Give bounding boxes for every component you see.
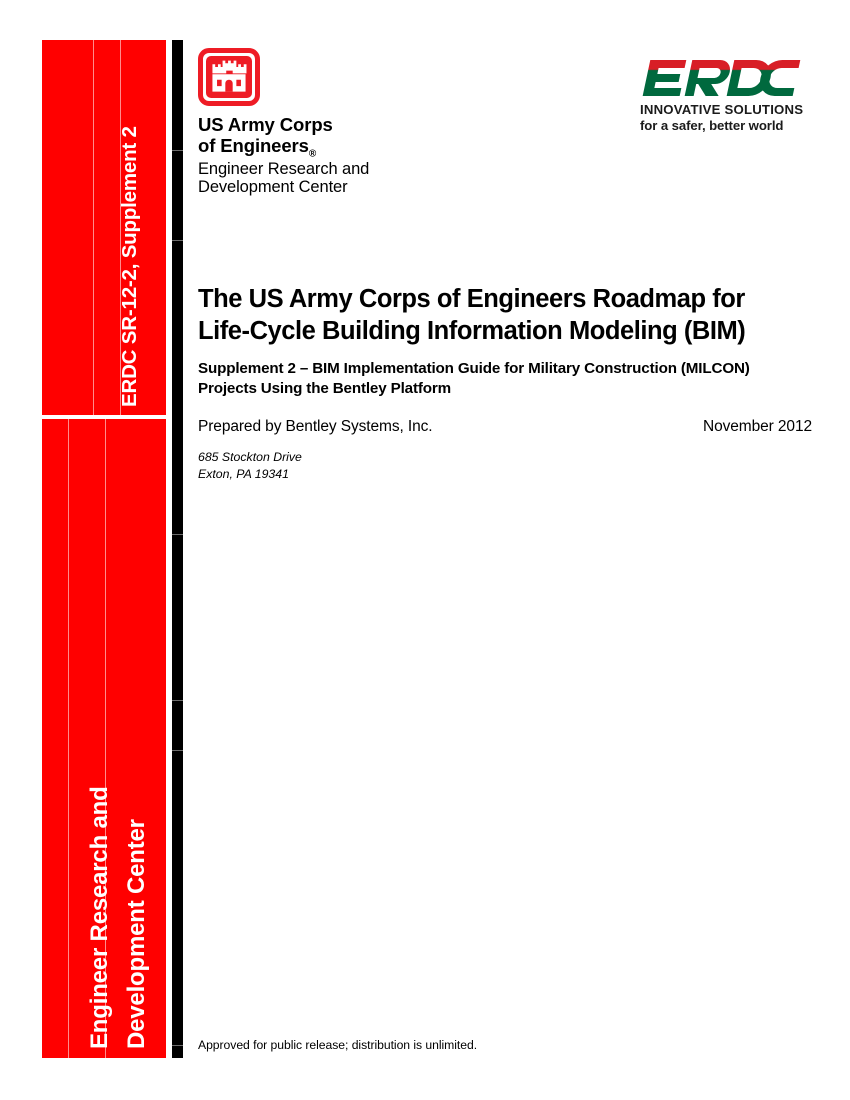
sidebar <box>42 40 166 1058</box>
usace-line2-text: of Engineers <box>198 134 309 156</box>
rule-segment-mark <box>172 240 183 241</box>
erdc-wordmark-icon <box>640 52 812 100</box>
erdc-tagline-2: for a safer, better world <box>640 118 784 133</box>
page-subtitle <box>198 359 812 399</box>
rule-segment-mark <box>172 1045 183 1046</box>
erdc-tagline-1: INNOVATIVE SOLUTIONS <box>640 102 804 117</box>
usace-logo-text <box>198 115 458 197</box>
usace-castle-icon <box>198 48 260 106</box>
prepared-by-label: Prepared by Bentley Systems, Inc. <box>198 418 433 435</box>
erdc-wordmark-glyph <box>640 52 812 100</box>
organization-label-line2: Development Center <box>123 819 150 1049</box>
sidebar-divider-line <box>68 419 69 1058</box>
vertical-rule <box>172 40 183 1058</box>
distribution-statement: Approved for public release; distribution is unlimited. <box>198 1038 478 1052</box>
sidebar-band-bottom <box>42 419 166 1058</box>
publisher-address <box>198 449 302 482</box>
usace-line3: Engineer Research and <box>198 159 370 178</box>
title-line-2: Life-Cycle Building Information Modeling (BIM) <box>198 317 746 346</box>
publication-date: November 2012 <box>703 418 812 435</box>
organization-label-line1: Engineer Research and <box>86 786 113 1049</box>
rule-segment-mark <box>172 150 183 151</box>
address-line-2: Exton, PA 19341 <box>198 466 289 481</box>
usace-line2 <box>198 136 458 160</box>
usace-line4: Development Center <box>198 178 348 197</box>
sidebar-divider-line <box>93 40 94 415</box>
page-title <box>198 283 812 347</box>
subtitle-line-1: Supplement 2 – BIM Implementation Guide for Military Construction (MILCON) <box>198 360 750 378</box>
usace-logo <box>198 48 458 197</box>
usace-line1: US Army Corps <box>198 114 333 135</box>
rule-segment-mark <box>172 750 183 751</box>
title-block <box>198 283 812 399</box>
erdc-logo <box>640 52 812 133</box>
sidebar-band-top <box>42 40 166 415</box>
address-line-1: 685 Stockton Drive <box>198 450 302 464</box>
castle-glyph <box>206 56 252 98</box>
report-number-label: ERDC SR-12-2, Supplement 2 <box>118 126 141 407</box>
registered-mark-icon: ® <box>308 148 317 160</box>
publication-row <box>198 418 812 436</box>
subtitle-line-2: Projects Using the Bentley Platform <box>198 380 451 398</box>
rule-segment-mark <box>172 700 183 701</box>
title-line-1: The US Army Corps of Engineers Roadmap for <box>198 285 745 313</box>
rule-segment-mark <box>172 534 183 535</box>
